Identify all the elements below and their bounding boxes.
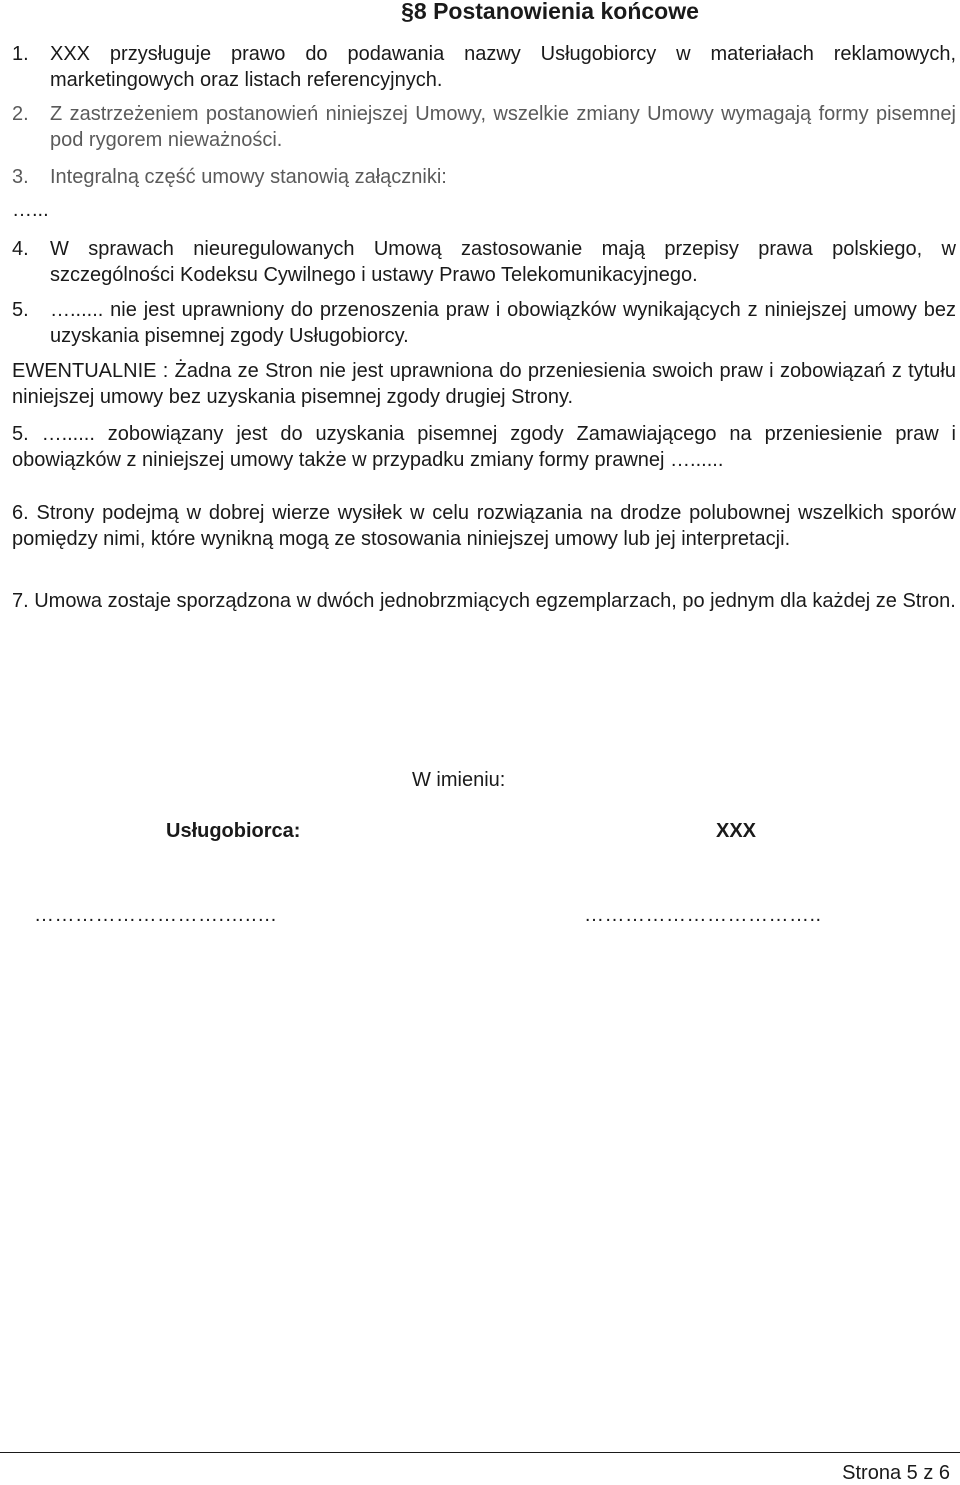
attachments-placeholder: …...	[12, 199, 49, 221]
clause-2	[12, 101, 956, 153]
clause-text: Z zastrzeżeniem postanowień niniejszej Umowy, wszelkie zmiany Umowy wymagają formy pisemnej pod rygorem nieważności.	[50, 103, 956, 151]
clause-3	[12, 164, 956, 190]
alternative-clause: EWENTUALNIE : Żadna ze Stron nie jest uprawniona do przeniesienia swoich praw i zobowiązań z tytułu niniejszej umowy bez uzyskania pisemnej zgody drugiej Strony.	[12, 360, 956, 408]
on-behalf-label: W imieniu:	[412, 769, 506, 791]
clause-number: 4.	[12, 238, 29, 260]
clause-4	[12, 236, 956, 288]
clause-number: 3.	[12, 166, 29, 188]
clause-text: …...... nie jest uprawniony do przenoszenia praw i obowiązków wynikających z niniejszej umowy bez uzyskania pisemnej zgody Usługobiorcy.	[50, 299, 956, 347]
clause-5	[12, 297, 956, 349]
clause-1	[12, 41, 956, 93]
clause-text: Integralną część umowy stanowią załączniki:	[50, 166, 447, 188]
page-number: Strona 5 z 6	[842, 1462, 950, 1484]
left-signature-line: ……………………….…..…	[34, 904, 278, 926]
left-party-label: Usługobiorca:	[166, 820, 301, 842]
heading-text: §8 Postanowienia końcowe	[401, 0, 699, 24]
clause-7: 7. Umowa zostaje sporządzona w dwóch jednobrzmiących egzemplarzach, po jednym dla każdej ze Stron.	[12, 590, 956, 612]
clause-number: 2.	[12, 103, 29, 125]
clause-text: W sprawach nieuregulowanych Umową zastosowanie mają przepisy prawa polskiego, w szczególności Kodeksu Cywilnego i ustawy Prawo Telekomunikacyjnego.	[50, 238, 956, 286]
clause-number: 5.	[12, 299, 29, 321]
clause-6: 6. Strony podejmą w dobrej wierze wysiłek w celu rozwiązania na drodze polubownej wszelkich sporów pomiędzy nimi, które wynikną mogą ze stosowania niniejszej umowy lub jej interpretacji.	[12, 502, 956, 550]
footer-divider	[0, 1452, 960, 1453]
right-signature-line: ……………………………..	[584, 904, 822, 926]
right-party-label: XXX	[716, 820, 757, 842]
section-heading	[0, 0, 960, 25]
clause-5-alt: 5. …...... zobowiązany jest do uzyskania pisemnej zgody Zamawiającego na przeniesienie praw i obowiązków z niniejszej umowy także w przypadku zmiany formy prawnej …......	[12, 423, 956, 471]
clause-text: XXX przysługuje prawo do podawania nazwy Usługobiorcy w materiałach reklamowych, marketingowych oraz listach referencyjnych.	[50, 43, 956, 91]
clause-number: 1.	[12, 43, 29, 65]
